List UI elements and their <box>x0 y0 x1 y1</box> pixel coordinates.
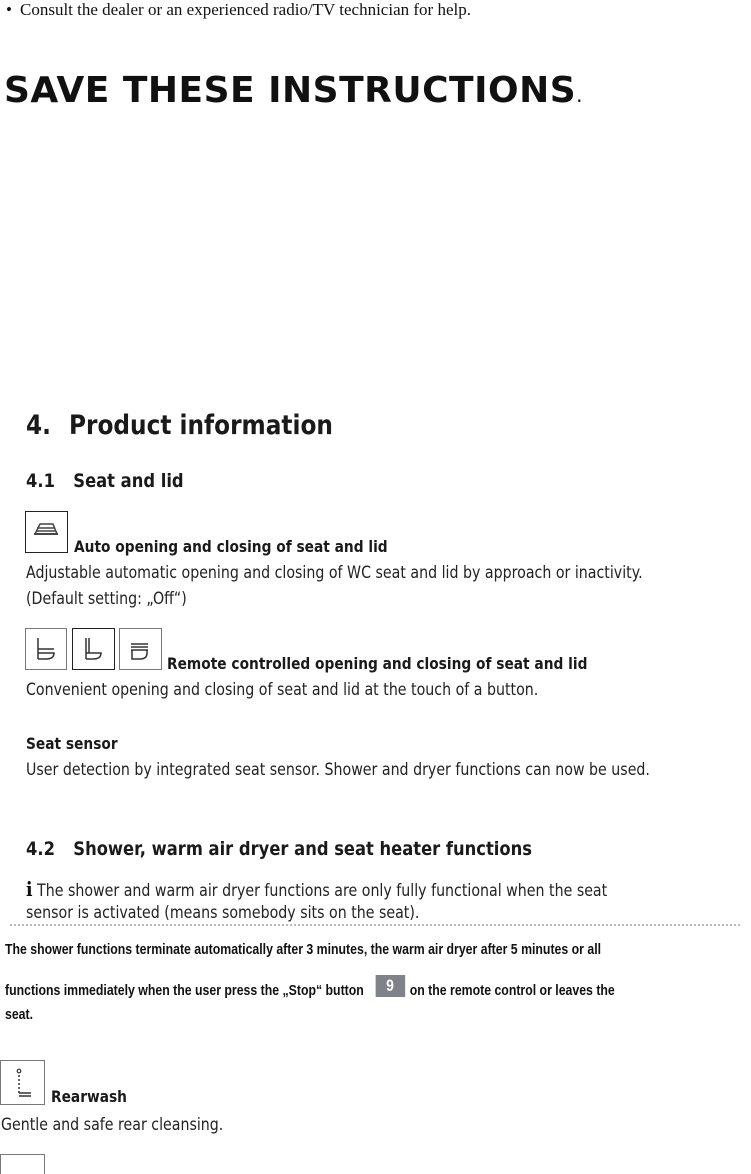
feature-desc-rearwash: Gentle and safe rear cleansing. <box>1 1115 224 1134</box>
info-icon: i <box>26 877 33 901</box>
subsection-title: Shower, warm air dryer and seat heater functions <box>73 838 532 860</box>
feature-desc-seat-sensor: User detection by integrated seat sensor. Shower and dryer functions can now be used. <box>26 760 650 779</box>
info-note-line2: sensor is activated (means somebody sits on the seat). <box>26 903 420 922</box>
subsection-heading-shower-functions <box>26 838 532 860</box>
seat-closed-icon <box>119 628 162 670</box>
termination-note-line3: seat. <box>5 1006 34 1023</box>
termination-note-line1: The shower functions terminate automatically after 3 minutes, the warm air dryer after 5 minutes or all <box>5 941 602 958</box>
save-instructions-title <box>4 70 583 111</box>
feature-title-rearwash: Rearwash <box>51 1087 127 1106</box>
clipped-text-remnant <box>10 924 740 929</box>
section-title: Product information <box>69 410 333 441</box>
bullet-line <box>6 0 471 20</box>
section-heading-product-information <box>26 410 333 441</box>
auto-open-lid-icon <box>25 511 68 553</box>
subsection-number: 4.2 <box>26 838 55 860</box>
feature-title-remote-open: Remote controlled opening and closing of seat and lid <box>167 654 588 673</box>
section-number: 4. <box>26 410 51 441</box>
feature-title-auto-open: Auto opening and closing of seat and lid <box>74 537 388 556</box>
feature-desc-auto-open-line1: Adjustable automatic opening and closing of WC seat and lid by approach or inactivity. <box>26 563 643 582</box>
info-note-text-1: The shower and warm air dryer functions are only fully functional when the seat <box>37 881 608 900</box>
seat-lid-up-icon <box>72 628 115 670</box>
subsection-heading-seat-and-lid <box>26 470 184 492</box>
subsection-number: 4.1 <box>26 470 55 492</box>
info-note-line1 <box>26 877 607 901</box>
termination-note-line2 <box>5 975 615 999</box>
feature-desc-auto-open-line2: (Default setting: „Off“) <box>26 589 187 608</box>
save-title-text: SAVE THESE INSTRUCTIONS <box>4 70 577 111</box>
feature-desc-remote-open: Convenient opening and closing of seat and lid at the touch of a button. <box>26 680 539 699</box>
bullet-symbol: • <box>6 0 12 19</box>
subsection-title: Seat and lid <box>73 470 184 492</box>
feature-title-seat-sensor: Seat sensor <box>26 734 118 753</box>
stop-button-icon: 9 <box>375 975 405 997</box>
save-title-period: . <box>576 83 584 107</box>
termination-note-text-2a: functions immediately when the user press the „Stop“ button <box>5 982 364 999</box>
rearwash-icon <box>0 1060 45 1105</box>
bullet-text: Consult the dealer or an experienced radio/TV technician for help. <box>20 0 471 19</box>
seat-up-icon <box>25 628 67 670</box>
termination-note-text-2b: on the remote control or leaves the <box>409 982 615 999</box>
next-feature-icon-partial <box>0 1154 45 1174</box>
